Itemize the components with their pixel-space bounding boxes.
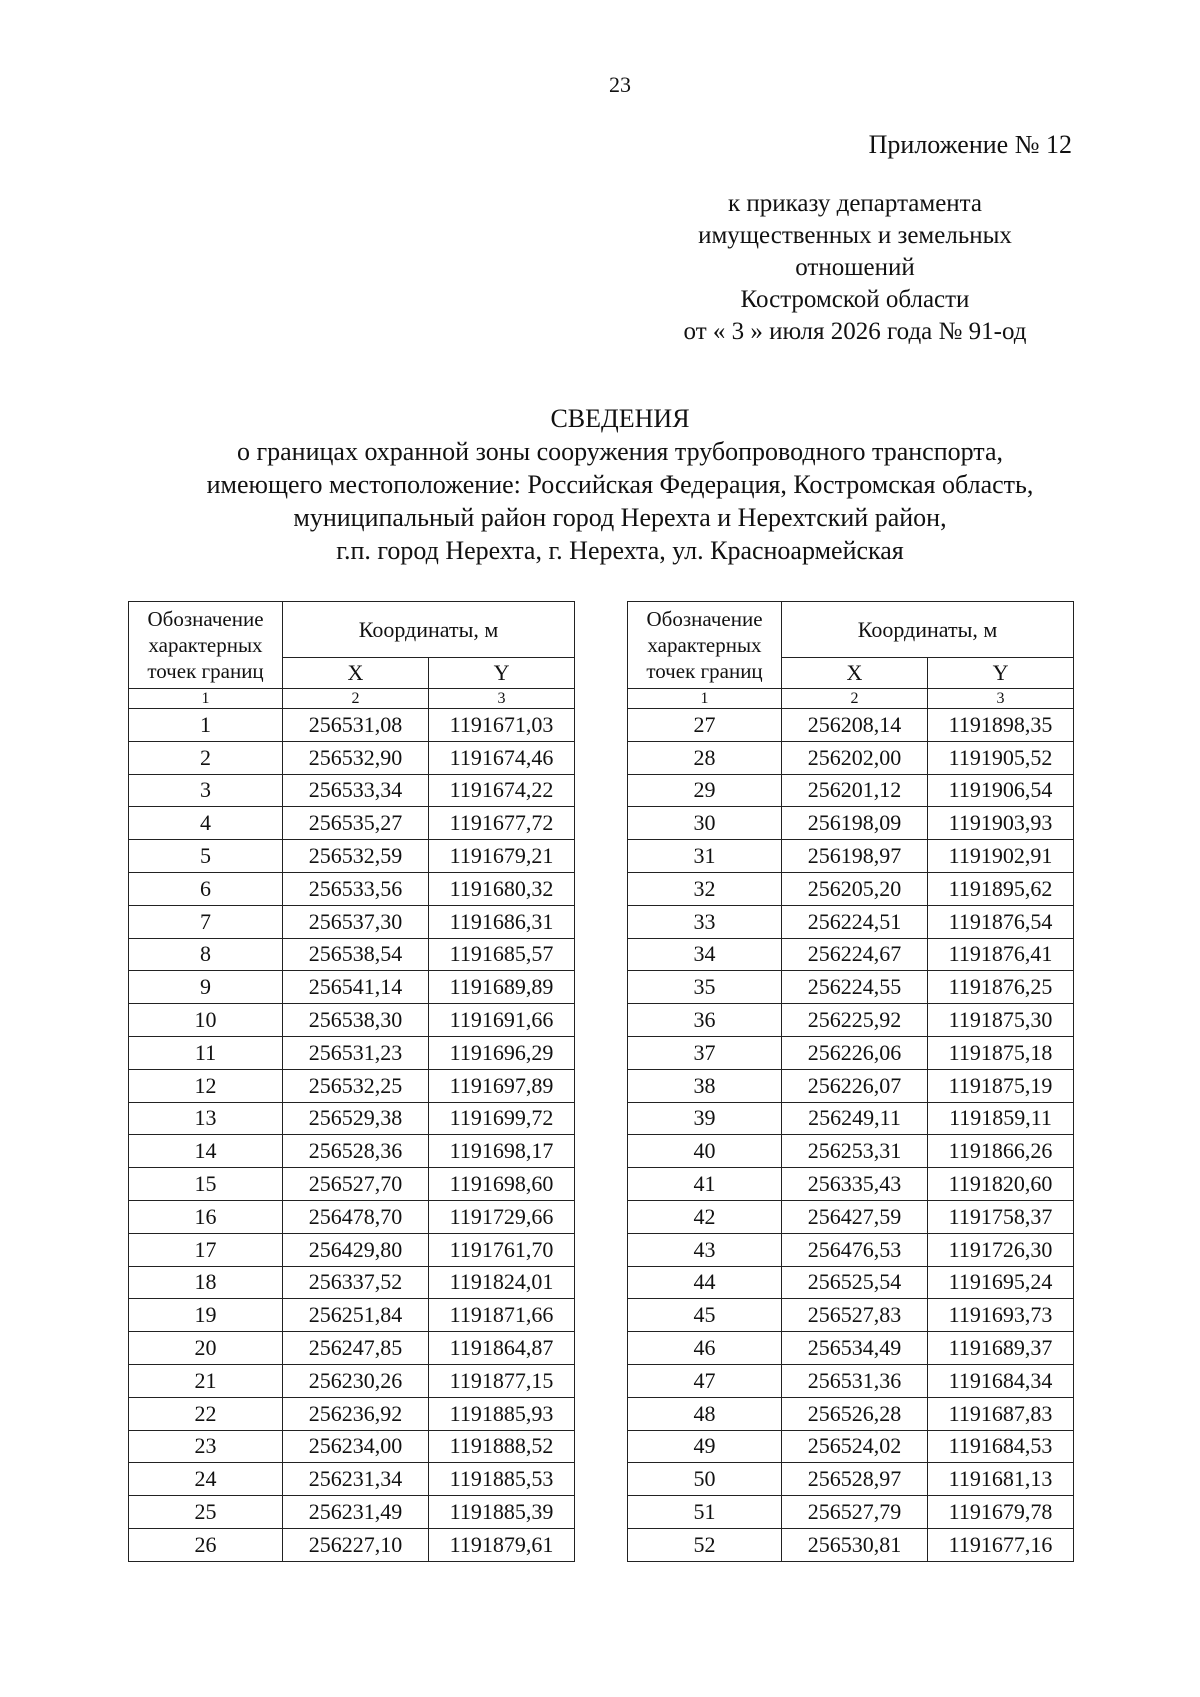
y-coordinate: 1191902,91 — [928, 840, 1074, 873]
point-number: 29 — [628, 774, 782, 807]
y-coordinate: 1191906,54 — [928, 774, 1074, 807]
column-number: 1 — [129, 689, 283, 709]
table-row — [129, 1004, 575, 1037]
point-number: 7 — [129, 905, 283, 938]
point-number: 25 — [129, 1496, 283, 1529]
page-number: 23 — [609, 72, 631, 97]
y-coordinate: 1191820,60 — [928, 1168, 1074, 1201]
table-row — [129, 1168, 575, 1201]
point-number: 23 — [129, 1430, 283, 1463]
point-column-header — [628, 602, 782, 689]
table-row — [129, 741, 575, 774]
x-coordinate: 256198,97 — [782, 840, 928, 873]
point-number: 16 — [129, 1200, 283, 1233]
y-coordinate: 1191875,19 — [928, 1069, 1074, 1102]
column-number: 1 — [628, 689, 782, 709]
point-number: 19 — [129, 1299, 283, 1332]
table-row — [628, 741, 1074, 774]
point-number: 8 — [129, 938, 283, 971]
y-coordinate: 1191687,83 — [928, 1397, 1074, 1430]
x-coordinate: 256533,34 — [283, 774, 429, 807]
point-number: 12 — [129, 1069, 283, 1102]
x-coordinate: 256535,27 — [283, 807, 429, 840]
y-coordinate: 1191877,15 — [429, 1364, 575, 1397]
point-header-line: характерных — [148, 633, 263, 657]
point-number: 24 — [129, 1463, 283, 1496]
y-coordinate: 1191864,87 — [429, 1332, 575, 1365]
point-number: 26 — [129, 1528, 283, 1561]
point-number: 14 — [129, 1135, 283, 1168]
x-coordinate: 256526,28 — [782, 1397, 928, 1430]
y-coordinate: 1191876,54 — [928, 905, 1074, 938]
y-coordinate: 1191674,46 — [429, 741, 575, 774]
x-coordinate: 256247,85 — [283, 1332, 429, 1365]
table-row — [129, 1233, 575, 1266]
x-coordinate: 256234,00 — [283, 1430, 429, 1463]
x-coordinate: 256525,54 — [782, 1266, 928, 1299]
table-row — [628, 1168, 1074, 1201]
document-title: СВЕДЕНИЯ — [550, 404, 690, 433]
point-column-header — [129, 602, 283, 689]
table-row — [129, 1069, 575, 1102]
x-coordinate: 256531,08 — [283, 709, 429, 742]
y-coordinate: 1191677,16 — [928, 1528, 1074, 1561]
order-line: отношений — [795, 254, 915, 281]
x-coordinate: 256427,59 — [782, 1200, 928, 1233]
point-number: 49 — [628, 1430, 782, 1463]
x-coordinate: 256541,14 — [283, 971, 429, 1004]
x-coordinate: 256530,81 — [782, 1528, 928, 1561]
y-coordinate: 1191689,37 — [928, 1332, 1074, 1365]
y-coordinate: 1191824,01 — [429, 1266, 575, 1299]
x-coordinate: 256226,07 — [782, 1069, 928, 1102]
table-row — [129, 872, 575, 905]
x-coordinate: 256225,92 — [782, 1004, 928, 1037]
table-row — [628, 938, 1074, 971]
heading-line: имеющего местоположение: Российская Федерация, Костромская область, — [206, 470, 1034, 499]
point-number: 20 — [129, 1332, 283, 1365]
x-coordinate: 256429,80 — [283, 1233, 429, 1266]
order-line: от « 3 » июля 2026 года № 91-од — [683, 318, 1027, 345]
table-row — [628, 1069, 1074, 1102]
table-row — [628, 1430, 1074, 1463]
y-coordinate: 1191758,37 — [928, 1200, 1074, 1233]
heading-line: муниципальный район город Нерехта и Нерехтский район, — [293, 503, 947, 532]
point-number: 52 — [628, 1528, 782, 1561]
table-row — [628, 1299, 1074, 1332]
table-row — [628, 971, 1074, 1004]
point-number: 2 — [129, 741, 283, 774]
point-number: 1 — [129, 709, 283, 742]
point-number: 38 — [628, 1069, 782, 1102]
x-coordinate: 256205,20 — [782, 872, 928, 905]
point-number: 40 — [628, 1135, 782, 1168]
y-coordinate: 1191871,66 — [429, 1299, 575, 1332]
y-coordinate: 1191903,93 — [928, 807, 1074, 840]
y-coordinate: 1191689,89 — [429, 971, 575, 1004]
y-coordinate: 1191699,72 — [429, 1102, 575, 1135]
table-row — [628, 1463, 1074, 1496]
x-coordinate: 256527,79 — [782, 1496, 928, 1529]
point-number: 22 — [129, 1397, 283, 1430]
x-coordinate: 256202,00 — [782, 741, 928, 774]
table-row — [628, 1036, 1074, 1069]
x-coordinate: 256538,30 — [283, 1004, 429, 1037]
y-coordinate: 1191691,66 — [429, 1004, 575, 1037]
x-coordinate: 256528,97 — [782, 1463, 928, 1496]
point-number: 32 — [628, 872, 782, 905]
y-coordinate: 1191885,93 — [429, 1397, 575, 1430]
x-coordinate: 256478,70 — [283, 1200, 429, 1233]
table-row — [628, 1233, 1074, 1266]
order-reference — [630, 188, 1080, 348]
point-number: 13 — [129, 1102, 283, 1135]
table-row — [628, 1496, 1074, 1529]
table-row — [129, 1102, 575, 1135]
x-coordinate: 256533,56 — [283, 872, 429, 905]
y-coordinate: 1191761,70 — [429, 1233, 575, 1266]
table-row — [129, 1200, 575, 1233]
order-line: Костромской области — [740, 286, 970, 313]
y-coordinate: 1191696,29 — [429, 1036, 575, 1069]
x-coordinate: 256226,06 — [782, 1036, 928, 1069]
x-coordinate: 256531,36 — [782, 1364, 928, 1397]
table-row — [129, 1036, 575, 1069]
table-row — [129, 1463, 575, 1496]
y-coordinate: 1191875,18 — [928, 1036, 1074, 1069]
table-row — [129, 709, 575, 742]
point-number: 44 — [628, 1266, 782, 1299]
x-coordinate: 256201,12 — [782, 774, 928, 807]
y-coordinate: 1191677,72 — [429, 807, 575, 840]
point-number: 33 — [628, 905, 782, 938]
y-coordinate: 1191885,39 — [429, 1496, 575, 1529]
heading-line: г.п. город Нерехта, г. Нерехта, ул. Красноармейская — [336, 536, 904, 565]
point-number: 50 — [628, 1463, 782, 1496]
coordinates-table-right — [627, 601, 1074, 1562]
y-coordinate: 1191866,26 — [928, 1135, 1074, 1168]
x-coordinate: 256249,11 — [782, 1102, 928, 1135]
x-coordinate: 256227,10 — [283, 1528, 429, 1561]
y-coordinate: 1191686,31 — [429, 905, 575, 938]
y-coordinate: 1191679,21 — [429, 840, 575, 873]
order-line: к приказу департамента — [727, 190, 983, 217]
point-header-line: характерных — [647, 633, 762, 657]
table-row — [628, 905, 1074, 938]
x-coordinate: 256528,36 — [283, 1135, 429, 1168]
point-number: 27 — [628, 709, 782, 742]
table-row — [628, 1004, 1074, 1037]
coordinates-table-left — [128, 601, 575, 1562]
y-coordinate: 1191698,17 — [429, 1135, 575, 1168]
y-coordinate: 1191888,52 — [429, 1430, 575, 1463]
y-coordinate: 1191876,41 — [928, 938, 1074, 971]
table-row — [129, 807, 575, 840]
coordinates-header: Координаты, м — [782, 602, 1074, 658]
point-number: 18 — [129, 1266, 283, 1299]
table-row — [129, 1135, 575, 1168]
x-coordinate: 256224,67 — [782, 938, 928, 971]
column-number: 3 — [928, 689, 1074, 709]
y-coordinate: 1191695,24 — [928, 1266, 1074, 1299]
y-coordinate: 1191895,62 — [928, 872, 1074, 905]
table-row — [628, 807, 1074, 840]
y-coordinate: 1191693,73 — [928, 1299, 1074, 1332]
x-coordinate: 256253,31 — [782, 1135, 928, 1168]
y-coordinate: 1191726,30 — [928, 1233, 1074, 1266]
x-coordinate: 256231,49 — [283, 1496, 429, 1529]
point-number: 36 — [628, 1004, 782, 1037]
point-header-line: точек границ — [646, 659, 763, 683]
table-row — [129, 774, 575, 807]
coordinates-header: Координаты, м — [283, 602, 575, 658]
point-number: 35 — [628, 971, 782, 1004]
x-coordinate: 256537,30 — [283, 905, 429, 938]
point-number: 46 — [628, 1332, 782, 1365]
x-coordinate: 256337,52 — [283, 1266, 429, 1299]
point-number: 34 — [628, 938, 782, 971]
table-row — [129, 1528, 575, 1561]
x-coordinate: 256230,26 — [283, 1364, 429, 1397]
y-coordinate: 1191674,22 — [429, 774, 575, 807]
table-row — [628, 1528, 1074, 1561]
table-row — [129, 905, 575, 938]
table-row — [129, 1430, 575, 1463]
x-coordinate: 256231,34 — [283, 1463, 429, 1496]
table-row — [628, 872, 1074, 905]
point-number: 42 — [628, 1200, 782, 1233]
point-number: 6 — [129, 872, 283, 905]
point-number: 30 — [628, 807, 782, 840]
y-coordinate: 1191885,53 — [429, 1463, 575, 1496]
table-row — [628, 774, 1074, 807]
column-number: 3 — [429, 689, 575, 709]
point-number: 5 — [129, 840, 283, 873]
table-row — [129, 1332, 575, 1365]
point-number: 11 — [129, 1036, 283, 1069]
x-column-header: X — [782, 658, 928, 689]
point-number: 3 — [129, 774, 283, 807]
x-coordinate: 256534,49 — [782, 1332, 928, 1365]
point-number: 51 — [628, 1496, 782, 1529]
x-coordinate: 256224,51 — [782, 905, 928, 938]
x-coordinate: 256224,55 — [782, 971, 928, 1004]
table-row — [628, 709, 1074, 742]
y-coordinate: 1191681,13 — [928, 1463, 1074, 1496]
y-coordinate: 1191685,57 — [429, 938, 575, 971]
table-row — [628, 840, 1074, 873]
table-row — [129, 1397, 575, 1430]
x-coordinate: 256532,90 — [283, 741, 429, 774]
table-row — [129, 1266, 575, 1299]
point-number: 21 — [129, 1364, 283, 1397]
table-row — [129, 1364, 575, 1397]
table-row — [628, 1332, 1074, 1365]
x-coordinate: 256335,43 — [782, 1168, 928, 1201]
y-coordinate: 1191698,60 — [429, 1168, 575, 1201]
point-number: 9 — [129, 971, 283, 1004]
point-number: 4 — [129, 807, 283, 840]
table-row — [628, 1397, 1074, 1430]
y-coordinate: 1191859,11 — [928, 1102, 1074, 1135]
appendix-label: Приложение № 12 — [868, 130, 1072, 159]
x-coordinate: 256527,83 — [782, 1299, 928, 1332]
point-header-line: Обозначение — [646, 607, 763, 631]
x-coordinate: 256251,84 — [283, 1299, 429, 1332]
table-row — [129, 1299, 575, 1332]
table-row — [628, 1364, 1074, 1397]
y-column-header: Y — [429, 658, 575, 689]
point-number: 39 — [628, 1102, 782, 1135]
x-coordinate: 256529,38 — [283, 1102, 429, 1135]
order-line: имущественных и земельных — [698, 222, 1012, 249]
x-coordinate: 256198,09 — [782, 807, 928, 840]
point-number: 48 — [628, 1397, 782, 1430]
x-coordinate: 256527,70 — [283, 1168, 429, 1201]
point-number: 15 — [129, 1168, 283, 1201]
table-row — [129, 1496, 575, 1529]
y-coordinate: 1191679,78 — [928, 1496, 1074, 1529]
point-number: 31 — [628, 840, 782, 873]
point-number: 45 — [628, 1299, 782, 1332]
x-coordinate: 256476,53 — [782, 1233, 928, 1266]
x-coordinate: 256532,25 — [283, 1069, 429, 1102]
x-coordinate: 256208,14 — [782, 709, 928, 742]
point-number: 37 — [628, 1036, 782, 1069]
y-coordinate: 1191684,53 — [928, 1430, 1074, 1463]
x-coordinate: 256531,23 — [283, 1036, 429, 1069]
y-coordinate: 1191875,30 — [928, 1004, 1074, 1037]
point-number: 28 — [628, 741, 782, 774]
x-coordinate: 256538,54 — [283, 938, 429, 971]
y-column-header: Y — [928, 658, 1074, 689]
point-number: 17 — [129, 1233, 283, 1266]
y-coordinate: 1191697,89 — [429, 1069, 575, 1102]
document-heading — [60, 402, 1180, 567]
y-coordinate: 1191729,66 — [429, 1200, 575, 1233]
point-header-line: Обозначение — [147, 607, 264, 631]
y-coordinate: 1191671,03 — [429, 709, 575, 742]
column-number: 2 — [782, 689, 928, 709]
y-coordinate: 1191898,35 — [928, 709, 1074, 742]
table-row — [628, 1200, 1074, 1233]
x-coordinate: 256524,02 — [782, 1430, 928, 1463]
x-column-header: X — [283, 658, 429, 689]
table-row — [628, 1135, 1074, 1168]
y-coordinate: 1191680,32 — [429, 872, 575, 905]
point-number: 47 — [628, 1364, 782, 1397]
table-row — [129, 971, 575, 1004]
point-number: 10 — [129, 1004, 283, 1037]
point-number: 41 — [628, 1168, 782, 1201]
point-number: 43 — [628, 1233, 782, 1266]
table-row — [129, 938, 575, 971]
x-coordinate: 256236,92 — [283, 1397, 429, 1430]
heading-line: о границах охранной зоны сооружения трубопроводного транспорта, — [236, 437, 1004, 466]
column-number: 2 — [283, 689, 429, 709]
y-coordinate: 1191905,52 — [928, 741, 1074, 774]
table-row — [628, 1102, 1074, 1135]
y-coordinate: 1191876,25 — [928, 971, 1074, 1004]
point-header-line: точек границ — [147, 659, 264, 683]
y-coordinate: 1191684,34 — [928, 1364, 1074, 1397]
x-coordinate: 256532,59 — [283, 840, 429, 873]
y-coordinate: 1191879,61 — [429, 1528, 575, 1561]
table-row — [129, 840, 575, 873]
table-row — [628, 1266, 1074, 1299]
